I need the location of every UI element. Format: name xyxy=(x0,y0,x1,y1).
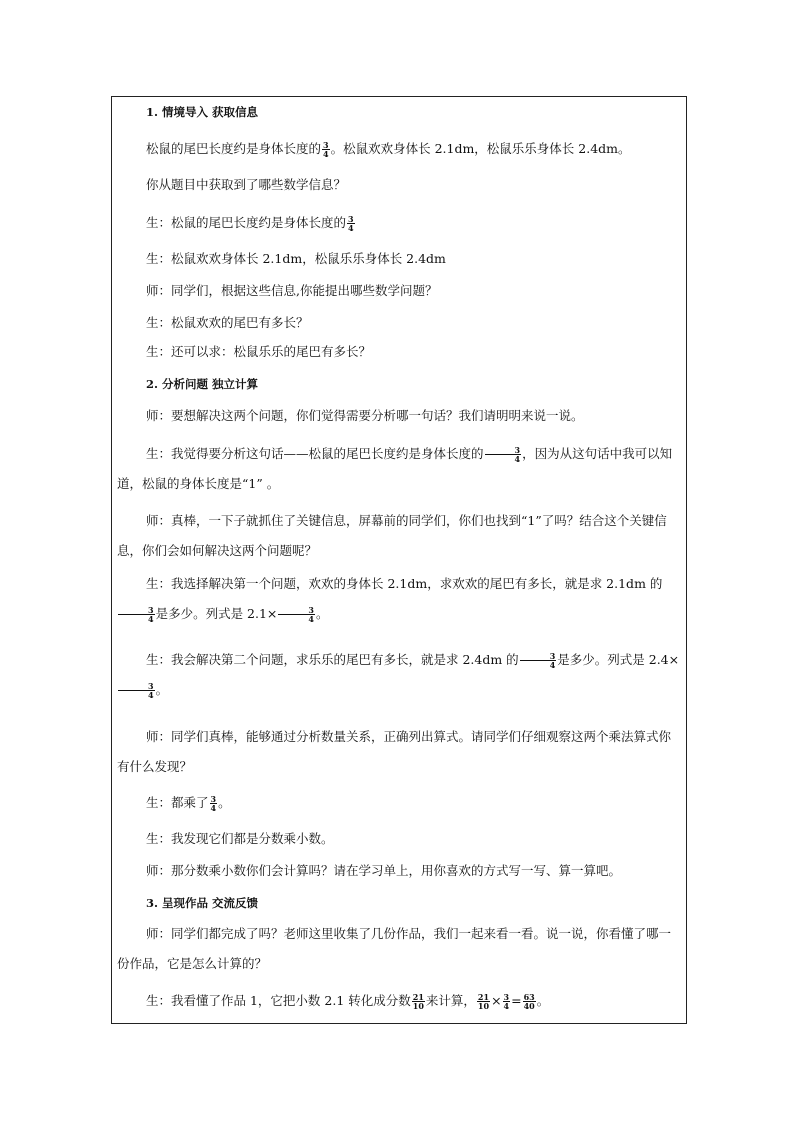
fraction-3-4: $\frac{3}{4}$ xyxy=(520,652,557,669)
fraction-3-4: $\frac{3}{4}$ xyxy=(210,794,217,813)
fraction-3-4: $\frac{3}{4}$ xyxy=(503,992,510,1011)
fraction-3-4: $\frac{3}{4}$ xyxy=(278,606,315,623)
fraction-63-40: $\frac{63}{40}$ xyxy=(523,992,535,1011)
student-answer: 生：松鼠的尾巴长度约是身体长度的 $\frac{3}{4}$ xyxy=(146,214,354,233)
student-answer: 生：松鼠欢欢身体长 2.1dm，松鼠乐乐身体长 2.4dm xyxy=(146,251,446,266)
section-1-heading: 1. 情境导入 获取信息 xyxy=(146,105,259,119)
fraction-3-4: $\frac{3}{4}$ xyxy=(348,214,354,233)
fraction-21-10: $\frac{21}{10}$ xyxy=(477,992,490,1011)
intro-text: 松鼠的尾巴长度约是身体长度的 $\frac{3}{4}$ 。松鼠欢欢身体长 2.1dm，松鼠乐乐身体长 2.4dm。 xyxy=(146,140,631,159)
fraction-21-10: $\frac{21}{10}$ xyxy=(412,992,424,1011)
fraction-3-4: $\frac{3}{4}$ xyxy=(118,682,155,699)
teacher-remark: 师：同学们都完成了吗？老师这里收集了几份作品，我们一起来看一看。说一说，你看懂了哪一份作品，它是怎么计算的？ xyxy=(117,926,672,971)
fraction-3-4: $\frac{3}{4}$ xyxy=(485,446,522,463)
student-answer: 生：都乘了 $\frac{3}{4}$ 。 xyxy=(146,794,231,813)
teacher-question: 你从题目中获取到了哪些数学信息？ xyxy=(146,177,347,192)
fraction-3-4: $\frac{3}{4}$ xyxy=(323,140,329,159)
teacher-question: 师：要想解决这两个问题，你们觉得需要分析哪一句话？我们请明明来说一说。 xyxy=(146,408,584,423)
student-answer: 生：我会解决第二个问题，求乐乐的尾巴有多长，就是求 2.4dm 的 $\frac{3}{4}$ 是多少。列式是 2.4× $\frac{3}{4}$ 。 xyxy=(117,645,681,705)
teacher-remark: 师：那分数乘小数你们会计算吗？请在学习单上，用你喜欢的方式写一写、算一算吧。 xyxy=(146,863,622,878)
teacher-remark: 师：真棒，一下子就抓住了关键信息，屏幕前的同学们，你们也找到“1”了吗？结合这个关键信息，你们会如何解决这两个问题呢？ xyxy=(117,513,667,558)
student-answer: 生：我选择解决第一个问题，欢欢的身体长 2.1dm，求欢欢的尾巴有多长，就是求 2.1dm 的 $\frac{3}{4}$ 是多少。列式是 2.1× $\frac{3}{4}$ 。 xyxy=(117,569,681,629)
teacher-remark: 师：同学们真棒，能够通过分析数量关系，正确列出算式。请同学们仔细观察这两个乘法算式你有什么发现？ xyxy=(117,729,672,774)
student-answer: 生：我觉得要分析这句话——松鼠的尾巴长度约是身体长度的 $\frac{3}{4}$ ，因为从这句话中我可以知道，松鼠的身体长度是“1” 。 xyxy=(117,445,673,491)
fraction-3-4: $\frac{3}{4}$ xyxy=(118,606,155,623)
student-answer: 生：还可以求：松鼠乐乐的尾巴有多长？ xyxy=(146,344,372,359)
student-answer: 生：我发现它们都是分数乘小数。 xyxy=(146,831,334,846)
student-answer: 生：我看懂了作品 1，它把小数 2.1 转化成分数 $\frac{21}{10}$ 来计算， $\frac{21}{10}$ × $\frac{3}{4}$ = $\frac{63}{40}$ 。 xyxy=(146,992,550,1011)
teacher-question: 师：同学们，根据这些信息,你能提出哪些数学问题？ xyxy=(146,283,438,298)
student-answer: 生：松鼠欢欢的尾巴有多长？ xyxy=(146,315,309,330)
section-2-heading: 2. 分析问题 独立计算 xyxy=(146,377,259,391)
section-3-heading: 3. 呈现作品 交流反馈 xyxy=(146,896,259,910)
